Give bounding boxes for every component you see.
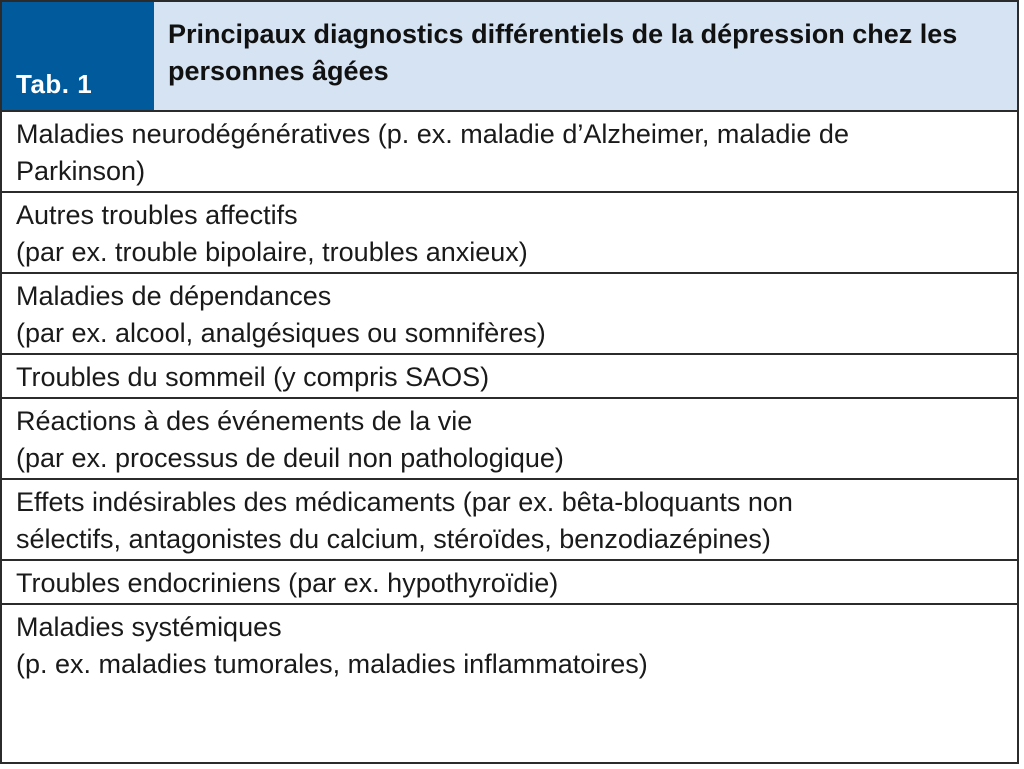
- row-text-line: Troubles endocriniens (par ex. hypothyroïdie): [16, 568, 559, 598]
- table-row: [2, 561, 1017, 605]
- row-text-line: Autres troubles affectifs: [16, 200, 298, 230]
- table-row: [2, 605, 1017, 689]
- row-text-line: Maladies systémiques: [16, 612, 282, 642]
- table-title: Principaux diagnostics différentiels de la dépression chez les personnes âgées: [154, 2, 1017, 110]
- row-text-line: (par ex. trouble bipolaire, troubles anxieux): [16, 237, 528, 267]
- row-text-line: Réactions à des événements de la vie: [16, 406, 473, 436]
- table-row: [2, 355, 1017, 399]
- row-text-line: (par ex. processus de deuil non pathologique): [16, 443, 564, 473]
- row-text-line: sélectifs, antagonistes du calcium, stéroïdes, benzodiazépines): [16, 524, 771, 554]
- row-text-line: Maladies de dépendances: [16, 281, 332, 311]
- table-row: [2, 480, 1017, 561]
- row-text-line: (p. ex. maladies tumorales, maladies inflammatoires): [16, 649, 648, 679]
- table-row: [2, 274, 1017, 355]
- row-text-line: Troubles du sommeil (y compris SAOS): [16, 362, 490, 392]
- row-text-line: (par ex. alcool, analgésiques ou somnifères): [16, 318, 546, 348]
- row-text-line: Maladies neurodégénératives (p. ex. maladie d’Alzheimer, maladie de: [16, 119, 849, 149]
- row-text-line: Parkinson): [16, 156, 146, 186]
- table-header: [2, 2, 1017, 112]
- table-row: [2, 193, 1017, 274]
- row-text-line: Effets indésirables des médicaments (par ex. bêta-bloquants non: [16, 487, 793, 517]
- table-number-label: Tab. 1: [2, 2, 154, 110]
- table-row: [2, 112, 1017, 193]
- table-row: [2, 399, 1017, 480]
